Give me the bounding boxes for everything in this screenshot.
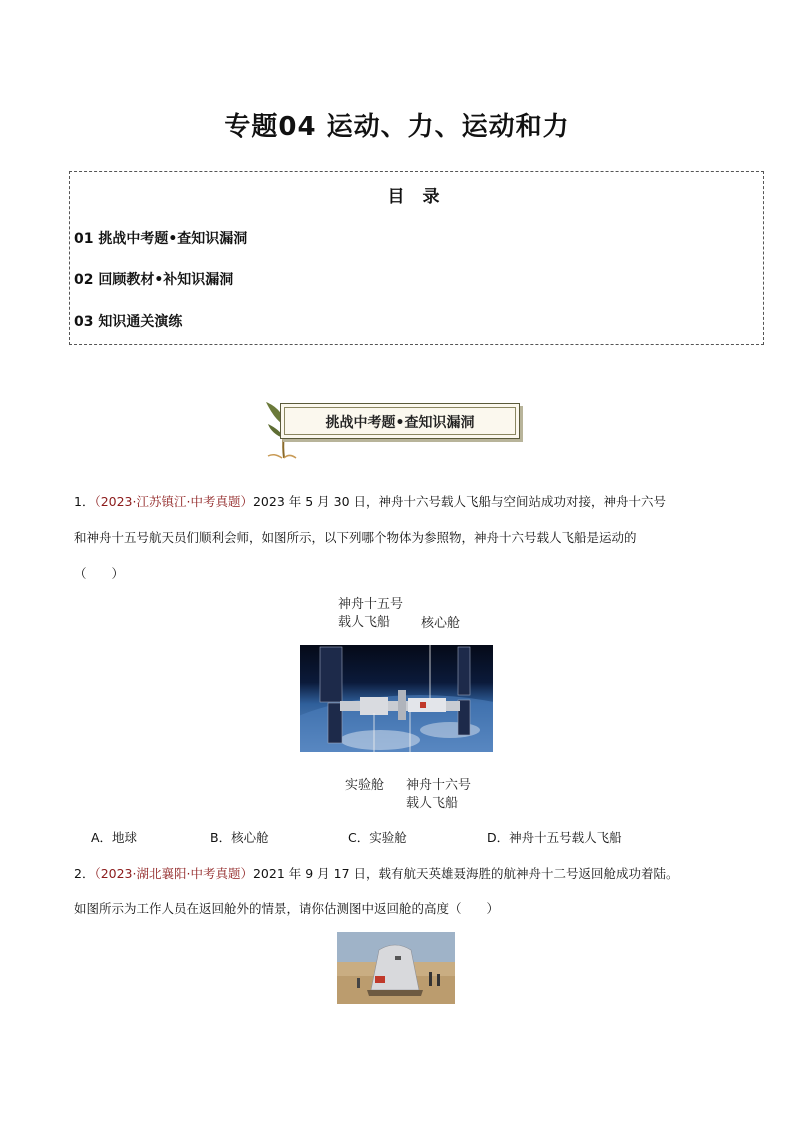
option-c[interactable]: C．实验舱 (348, 830, 407, 845)
option-a[interactable]: A．地球 (91, 830, 138, 845)
question-1-line-2: 和神舟十五号航天员们顺利会师，如图所示，以下列哪个物体为参照物，神舟十六号载人飞船是运动的 (74, 530, 637, 545)
figure-label-shenzhou16-line1: 神舟十六号 (406, 778, 472, 793)
option-b[interactable]: B．核心舱 (210, 830, 269, 845)
figure-label-shenzhou15-line1: 神舟十五号 (338, 597, 404, 612)
question-2-line-1 (74, 864, 679, 884)
toc-heading: 目 录 (387, 187, 446, 207)
section-banner (262, 398, 524, 460)
figure-label-shenzhou16-line2: 载人飞船 (406, 796, 459, 811)
option-d[interactable]: D．神舟十五号载人飞船 (487, 830, 622, 845)
question-2-text: 2021 年 9 月 17 日，载有航天英雄聂海胜的航神舟十二号返回舱成功着陆。 (252, 866, 679, 881)
space-station-image (300, 645, 493, 752)
figure-label-lab-module: 实验舱 (345, 778, 385, 793)
question-1-source: （2023·江苏镇江·中考真题） (94, 494, 253, 509)
toc-item-1[interactable]: 01 挑战中考题•查知识漏洞 (74, 231, 248, 247)
return-capsule-image (337, 932, 455, 1004)
page-title: 专题04 运动、力、运动和力 (224, 112, 570, 142)
figure-label-shenzhou15-line2: 载人飞船 (338, 615, 391, 630)
question-2-source: （2023·湖北襄阳·中考真题） (94, 866, 253, 881)
question-2-line-2: 如图所示为工作人员在返回舱外的情景，请你估测图中返回舱的高度（ ） (74, 901, 500, 916)
toc-item-2[interactable]: 02 回顾教材•补知识漏洞 (74, 272, 234, 288)
question-1-number: 1． (74, 494, 95, 509)
question-1-text: 2023 年 5 月 30 日，神舟十六号载人飞船与空间站成功对接，神舟十六号 (252, 494, 667, 509)
figure-label-core-module: 核心舱 (421, 616, 461, 631)
banner-label: 挑战中考题•查知识漏洞 (325, 415, 475, 431)
question-1-answer-blank: （ ） (74, 566, 125, 581)
toc-item-3[interactable]: 03 知识通关演练 (74, 314, 183, 330)
question-2-number: 2． (74, 866, 95, 881)
banner-box (280, 403, 520, 439)
table-of-contents (69, 171, 764, 345)
question-1-line-1 (74, 492, 666, 512)
